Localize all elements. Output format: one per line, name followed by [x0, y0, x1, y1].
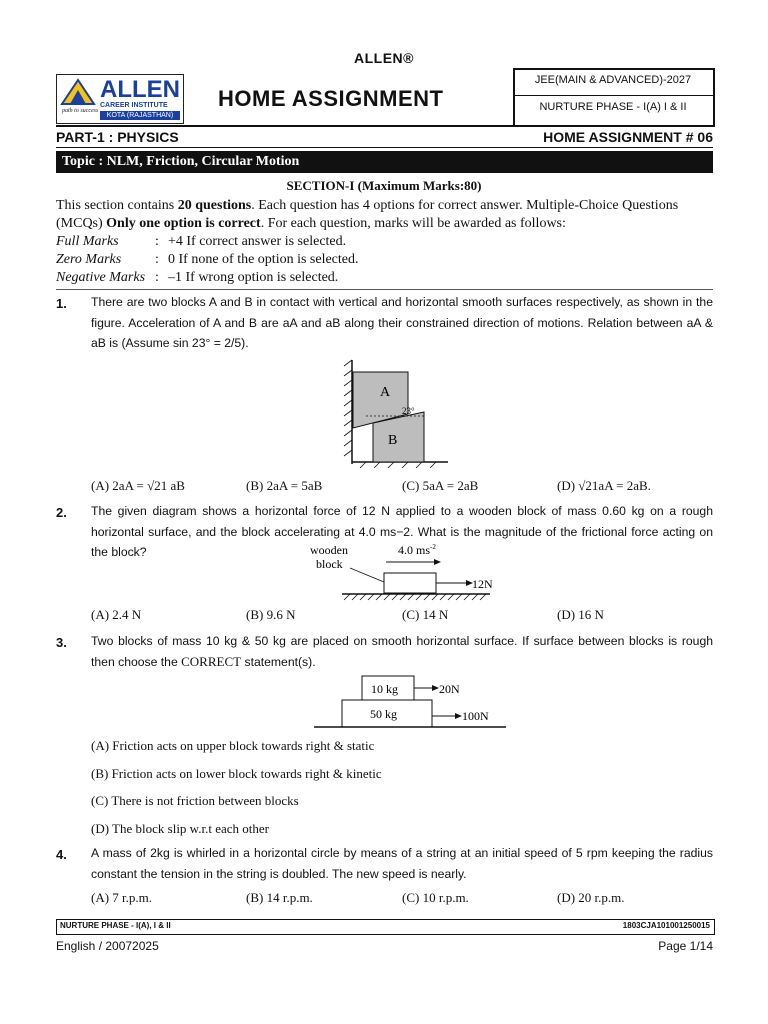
course-name: JEE(MAIN & ADVANCED)-2027: [534, 74, 692, 86]
q1-figure: [340, 356, 450, 468]
q2-option-d[interactable]: (D) 16 N: [557, 607, 604, 622]
q3-option-d[interactable]: (D) The block slip w.r.t each other: [91, 821, 269, 836]
zero-marks-label: Zero Marks: [56, 252, 122, 267]
assignment-number: HOME ASSIGNMENT # 06: [543, 129, 713, 145]
page-title: HOME ASSIGNMENT: [218, 86, 444, 111]
marking-scheme: Full Marks : +4 If correct answer is selected. Zero Marks : 0 If none of the option is selected. Negative Marks : –1 If wrong option is selected.: [56, 234, 359, 285]
q3-figure: [310, 674, 510, 732]
wooden-block: [384, 573, 436, 593]
question-number: 2.: [56, 505, 67, 520]
q1-option-b[interactable]: (B) 2aA = 5aB: [246, 478, 323, 493]
question-number: 1.: [56, 296, 67, 311]
svg-text:10 kg: 10 kg: [371, 682, 398, 696]
q4-option-a[interactable]: (A) 7 r.p.m.: [91, 890, 153, 905]
block-label: block: [316, 557, 343, 571]
topic-text: Topic : NLM, Friction, Circular Motion: [62, 154, 300, 169]
logo-city: KOTA (RAJASTHAN): [100, 111, 180, 120]
logo-emblem-icon: [60, 78, 96, 106]
q3-option-a[interactable]: (A) Friction acts on upper block towards right & static: [91, 738, 375, 753]
force-label: 12N: [472, 577, 493, 591]
footer-phase: NURTURE PHASE - I(A), I & II: [60, 921, 171, 930]
full-marks-label: Full Marks: [56, 234, 119, 249]
q4-option-b[interactable]: (B) 14 r.p.m.: [246, 890, 313, 905]
angle-label: 23°: [402, 406, 415, 416]
part-title: PART-1 : PHYSICS: [56, 129, 179, 145]
q2-option-a[interactable]: (A) 2.4 N: [91, 607, 142, 622]
q3-option-b[interactable]: (B) Friction acts on lower block towards right & kinetic: [91, 766, 382, 781]
q1-option-a[interactable]: (A) 2aA = √21 aB: [91, 478, 185, 493]
question-3-text: Two blocks of mass 10 kg & 50 kg are placed on smooth horizontal surface. If surface between blocks is rough then choose the CORRECT statement(s).: [91, 634, 713, 669]
logo-institute: CAREER INSTITUTE: [100, 102, 168, 109]
brand-name: ALLEN®: [354, 50, 414, 66]
accel-label: 4.0 $ms^{-2}$: [398, 543, 436, 557]
svg-text:50 kg: 50 kg: [370, 707, 397, 721]
course-phase: NURTURE PHASE - I(A) I & II: [539, 101, 687, 113]
logo-tagline: path to success: [62, 108, 99, 114]
negative-marks-label: Negative Marks: [56, 270, 146, 285]
wooden-label: wooden: [310, 543, 348, 557]
bottom-force-label: 100N: [462, 709, 489, 723]
q4-option-d[interactable]: (D) 20 r.p.m.: [557, 890, 625, 905]
page-number: Page 1/14: [658, 939, 713, 953]
section-instructions: This section contains 20 questions. Each question has 4 options for correct answer. Multiple-Choice Questions (MCQs) Only one option is correct. For each question, marks will be awarded as follows:: [56, 198, 679, 231]
section-title: SECTION-I (Maximum Marks:80): [286, 178, 482, 193]
block-a-label: A: [380, 385, 391, 400]
negative-marks-text: –1 If wrong option is selected.: [168, 270, 339, 285]
question-4-text: A mass of 2kg is whirled in a horizontal circle by means of a string at an initial speed of 5 rpm keeping the radius constant the tension in the string is doubled. The new speed is nearly.: [91, 846, 713, 881]
q4-option-c[interactable]: (C) 10 r.p.m.: [402, 890, 469, 905]
question-2-text: The given diagram shows a horizontal force of 12 N applied to a wooden block of mass 0.60 kg on a rough horizontal surface, and the block accelerating at 4.0 ms−2. What is the magnitude of the frictional force acting on the block?: [91, 504, 713, 559]
question-number: 4.: [56, 847, 67, 862]
zero-marks-text: 0 If none of the option is selected.: [168, 252, 359, 267]
q1-option-c[interactable]: (C) 5aA = 2aB: [402, 478, 479, 493]
question-1-text: There are two blocks A and B in contact with vertical and horizontal smooth surfaces respectively, as shown in the figure. Acceleration of A and B are aA and aB along their constrained direction of motions. Relation between aA & aB is (Assume sin 23° = 2/5).: [91, 295, 713, 350]
question-number: 3.: [56, 635, 67, 650]
full-marks-text: +4 If correct answer is selected.: [168, 234, 347, 249]
footer-language: English / 20072025: [56, 939, 159, 953]
q1-option-d[interactable]: (D) √21aA = 2aB.: [557, 478, 651, 493]
q2-option-b[interactable]: (B) 9.6 N: [246, 607, 296, 622]
q2-figure: [300, 540, 510, 604]
top-force-label: 20N: [439, 682, 460, 696]
q3-option-c[interactable]: (C) There is not friction between blocks: [91, 793, 299, 808]
logo-name: ALLEN: [100, 76, 180, 103]
block-b-label: B: [388, 433, 398, 448]
footer-code: 1803CJA101001250015: [622, 921, 710, 930]
q2-option-c[interactable]: (C) 14 N: [402, 607, 449, 622]
